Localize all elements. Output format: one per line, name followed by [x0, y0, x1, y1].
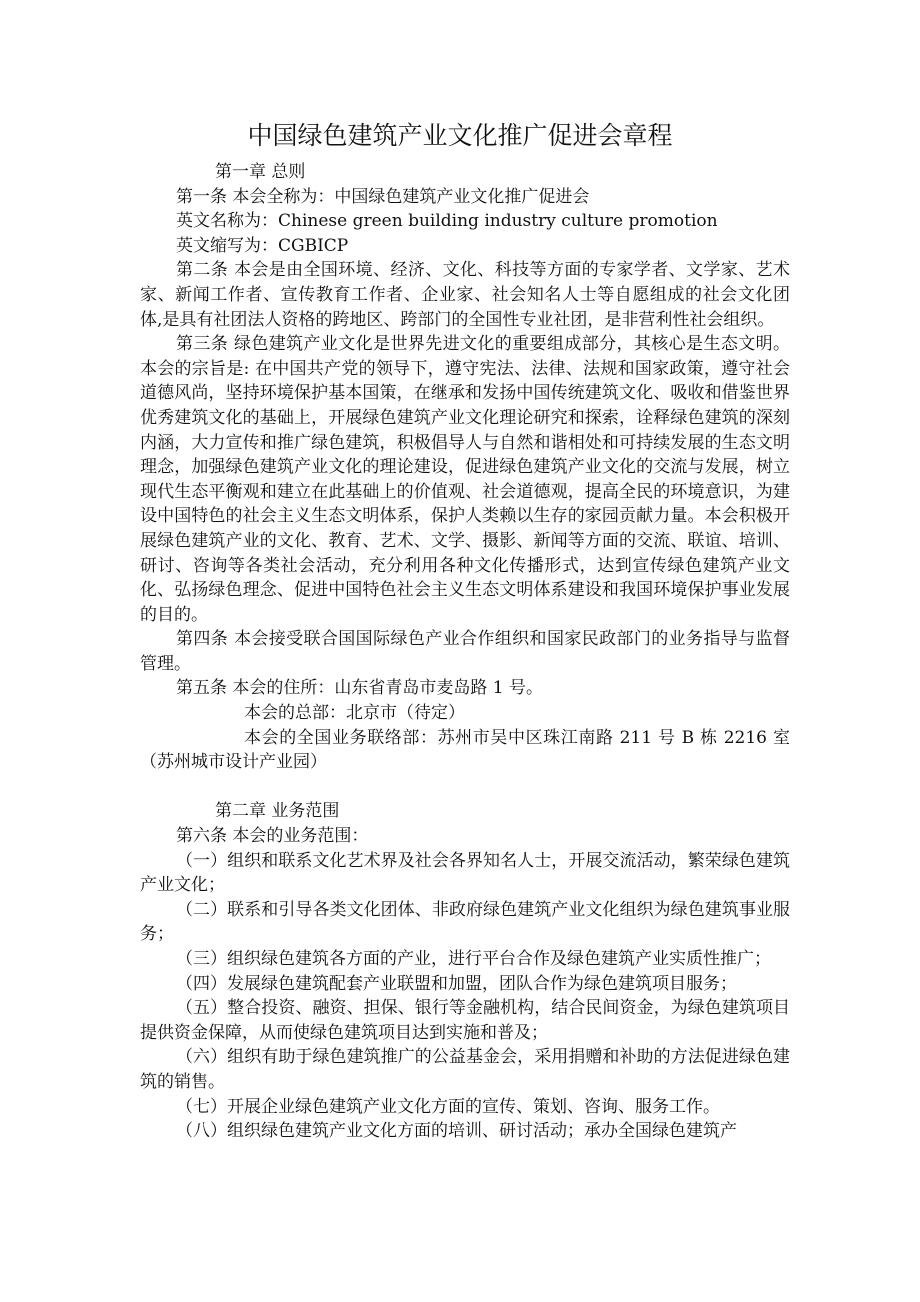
- english-name-line: 英文名称为：Chinese green building industry culture promotion: [176, 211, 718, 232]
- scope-item: （三）组织绿色建筑各方面的产业，进行平台合作及绿色建筑产业实质性推广；: [176, 949, 771, 969]
- scope-item: （八）组织绿色建筑产业文化方面的培训、研讨活动；承办全国绿色建筑产: [176, 1121, 737, 1142]
- scope-item: （六）组织有助于绿色建筑推广的公益基金会，采用捐赠和补助的方法促进绿色建筑的销售。: [140, 1047, 790, 1092]
- headquarters-line: 本会的总部：北京市（待定）: [244, 703, 465, 724]
- article-paragraph: 第四条 本会接受联合国国际绿色产业合作组织和国家民政部门的业务指导与监督管理。: [140, 629, 790, 674]
- liaison-office-line: 本会的全国业务联络部：苏州市吴中区珠江南路 211 号 B 栋 2216 室（苏州城市设计产业园）: [140, 727, 790, 773]
- english-abbr-line: 英文缩写为：CGBICP: [176, 235, 349, 256]
- chapter-heading: 第一章 总则: [215, 162, 306, 182]
- article-paragraph: 第五条 本会的住所：山东省青岛市麦岛路 1 号。: [176, 678, 544, 699]
- document-body: [140, 160, 790, 1144]
- scope-item: （二）联系和引导各类文化团体、非政府绿色建筑产业文化组织为绿色建筑事业服务；: [140, 899, 790, 945]
- article-paragraph: 第三条 绿色建筑产业文化是世界先进文化的重要组成部分，其核心是生态文明。本会的宗旨是: 在中国共产党的领导下，遵守宪法、法律、法规和国家政策，遵守社会道德风尚，坚持环境保护基本国策，在继承和发扬中国传统建筑文化、吸收和借鉴世界优秀建筑文化的基础上，开展绿色建筑产业文化理论研究和探索，诠释绿色建筑的深刻内涵，大力宣传和推广绿色建筑，积极倡导人与自然和谐相处和可持续发展的生态文明理念，加强绿色建筑产业文化的理论建设，促进绿色建筑产业文化的交流与发展，树立现代生态平衡观和建立在此基础上的价值观、社会道德观，提高全民的环境意识，为建设中国特色的社会主义生态文明体系，保护人类赖以生存的家园贡献力量。本会积极开展绿色建筑产业的文化、教育、艺术、文学、摄影、新闻等方面的交流、联谊、培训、研讨、咨询等各类社会活动，充分利用各种文化传播形式，达到宣传绿色建筑产业文化、弘扬绿色理念、促进中国特色社会主义生态文明体系建设和我国环境保护事业发展的目的。: [140, 334, 790, 625]
- article-paragraph: 第一条 本会全称为：中国绿色建筑产业文化推广促进会: [176, 186, 590, 207]
- document-title: 中国绿色建筑产业文化推广促进会章程: [247, 121, 673, 150]
- chapter-heading: 第二章 业务范围: [215, 801, 340, 822]
- scope-item: （五）整合投资、融资、担保、银行等金融机构，结合民间资金，为绿色建筑项目提供资金保障，从而使绿色建筑项目达到实施和普及；: [140, 998, 790, 1043]
- article-paragraph: 第二条 本会是由全国环境、经济、文化、科技等方面的专家学者、文学家、艺术家、新闻工作者、宣传教育工作者、企业家、社会知名人士等自愿组成的社会文化团体,是具有社团法人资格的跨地区、跨部门的全国性专业社团，是非营利性社会组织。: [140, 260, 790, 330]
- article-paragraph: 第六条 本会的业务范围：: [176, 826, 369, 847]
- scope-item: （四）发展绿色建筑配套产业联盟和加盟，团队合作为绿色建筑项目服务；: [176, 973, 737, 994]
- scope-item: （一）组织和联系文化艺术界及社会各界知名人士，开展交流活动，繁荣绿色建筑产业文化；: [140, 850, 790, 896]
- scope-item: （七）开展企业绿色建筑产业文化方面的宣传、策划、咨询、服务工作。: [176, 1096, 720, 1117]
- blank-line: [140, 775, 790, 800]
